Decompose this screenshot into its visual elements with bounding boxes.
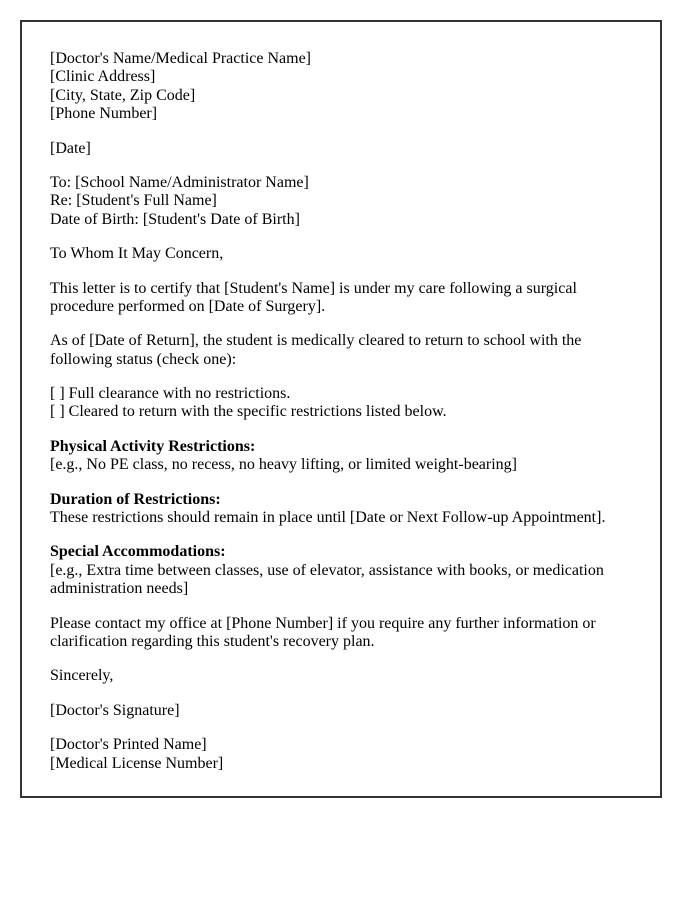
letter-line: [ ] Full clearance with no restrictions. bbox=[50, 385, 291, 403]
letter-line: [Doctor's Printed Name] bbox=[50, 736, 207, 754]
special-accommodations-section bbox=[50, 543, 632, 598]
section-heading: Physical Activity Restrictions: bbox=[50, 437, 256, 455]
sender-address-block bbox=[50, 50, 632, 124]
letter-line: [ ] Cleared to return with the specific restrictions listed below. bbox=[50, 403, 447, 421]
section-heading: Duration of Restrictions: bbox=[50, 490, 221, 508]
checkbox-options bbox=[50, 385, 632, 422]
letter-line: [Date] bbox=[50, 139, 91, 157]
certification-paragraph bbox=[50, 280, 632, 317]
physical-activity-restrictions-section bbox=[50, 438, 632, 475]
letter-line: [City, State, Zip Code] bbox=[50, 86, 196, 104]
letter-line: Re: [Student's Full Name] bbox=[50, 192, 217, 210]
letter-line: To: [School Name/Administrator Name] bbox=[50, 173, 309, 191]
signature-placeholder bbox=[50, 702, 632, 720]
letter-line: clarification regarding this student's recovery plan. bbox=[50, 632, 375, 650]
letter-line: Please contact my office at [Phone Number] if you require any further information or bbox=[50, 614, 596, 632]
letter-line: This letter is to certify that [Student's Name] is under my care following a surgical bbox=[50, 279, 577, 297]
letter-line: As of [Date of Return], the student is medically cleared to return to school with the bbox=[50, 332, 582, 350]
duration-of-restrictions-section bbox=[50, 491, 632, 528]
letter-document bbox=[20, 20, 662, 798]
letter-line: [e.g., Extra time between classes, use of elevator, assistance with books, or medication bbox=[50, 561, 604, 579]
salutation bbox=[50, 245, 632, 263]
closing bbox=[50, 667, 632, 685]
letter-line: [e.g., No PE class, no recess, no heavy lifting, or limited weight-bearing] bbox=[50, 456, 517, 474]
letter-line: [Doctor's Signature] bbox=[50, 701, 180, 719]
letter-line: [Medical License Number] bbox=[50, 754, 224, 772]
letter-line: Sincerely, bbox=[50, 667, 114, 685]
recipient-block bbox=[50, 174, 632, 229]
contact-paragraph bbox=[50, 615, 632, 652]
date-line bbox=[50, 140, 632, 158]
clearance-status-paragraph bbox=[50, 332, 632, 369]
letter-line: These restrictions should remain in place until [Date or Next Follow-up Appointment]. bbox=[50, 509, 606, 527]
letter-line: administration needs] bbox=[50, 580, 189, 598]
letter-line: Date of Birth: [Student's Date of Birth] bbox=[50, 210, 300, 228]
letter-body bbox=[50, 50, 632, 773]
section-heading: Special Accommodations: bbox=[50, 543, 226, 561]
letter-line: To Whom It May Concern, bbox=[50, 245, 224, 263]
doctor-identification-block bbox=[50, 736, 632, 773]
letter-line: [Doctor's Name/Medical Practice Name] bbox=[50, 50, 311, 67]
letter-line: [Phone Number] bbox=[50, 105, 158, 123]
letter-line: [Clinic Address] bbox=[50, 68, 156, 86]
letter-line: procedure performed on [Date of Surgery]. bbox=[50, 297, 326, 315]
letter-line: following status (check one): bbox=[50, 350, 237, 368]
